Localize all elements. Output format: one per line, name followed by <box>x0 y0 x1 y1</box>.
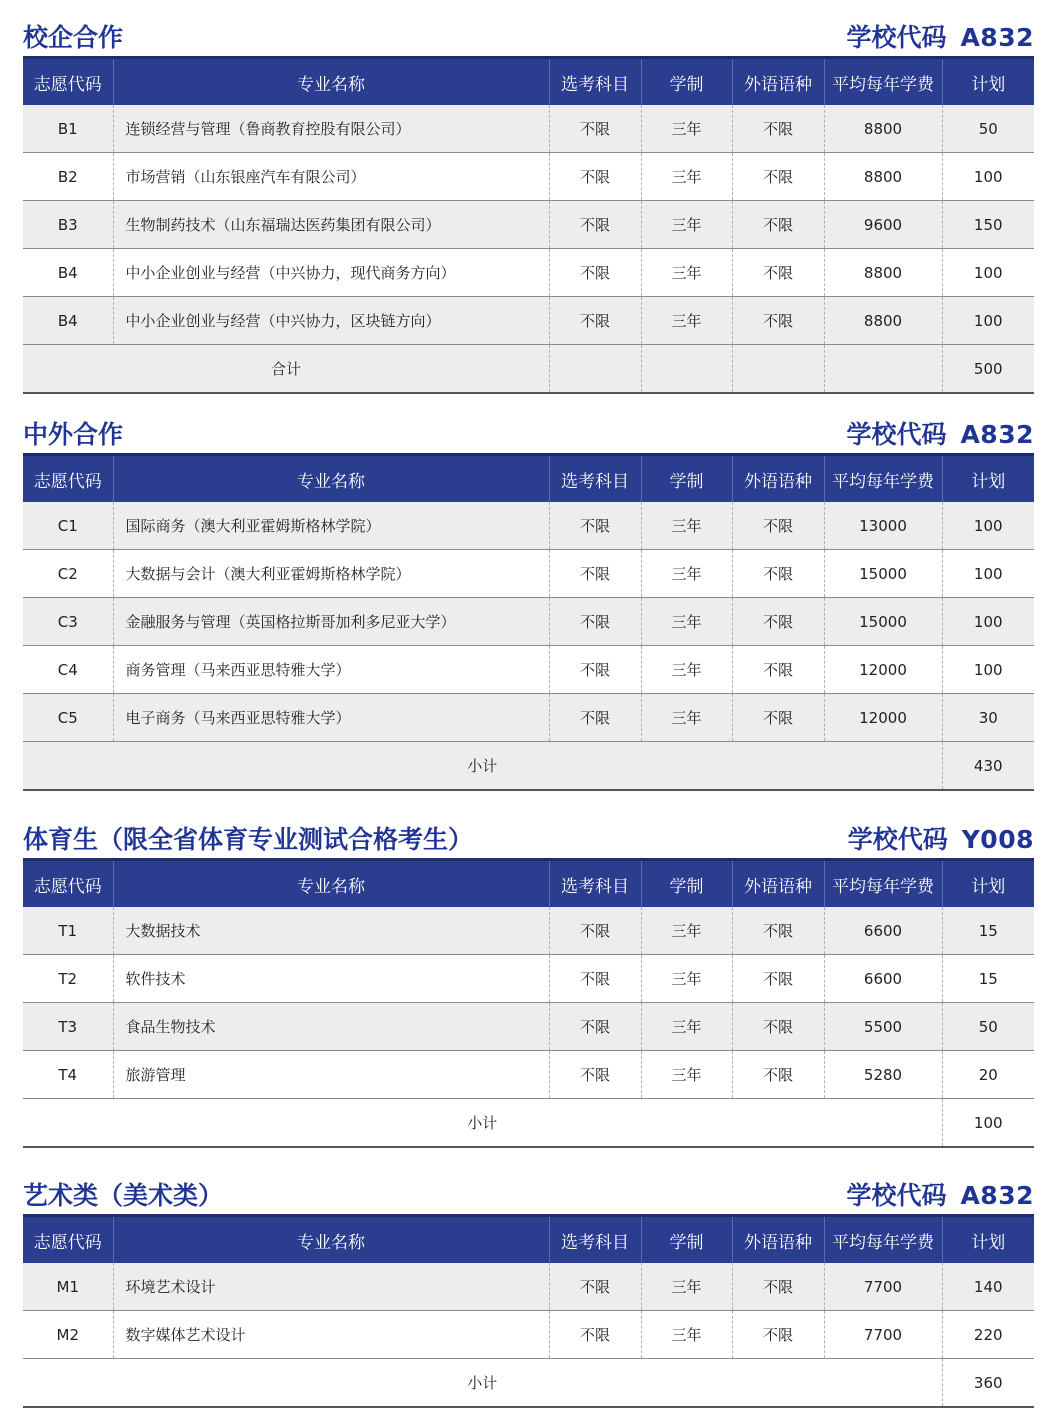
table-cell: 国际商务（澳大利亚霍姆斯格林学院） <box>113 502 549 550</box>
table-cell: 100 <box>942 297 1034 345</box>
table-cell: 三年 <box>641 955 732 1003</box>
section-1 <box>23 407 1034 791</box>
table-row <box>23 153 1034 201</box>
total-value: 500 <box>942 345 1034 394</box>
table-cell: C4 <box>23 646 113 694</box>
table-cell: 三年 <box>641 646 732 694</box>
table-cell: 不限 <box>549 550 641 598</box>
school-code <box>846 415 1034 451</box>
table-cell: 不限 <box>732 1311 824 1359</box>
school-code-value: A832 <box>960 1181 1034 1210</box>
column-header: 外语语种 <box>732 58 824 106</box>
table-cell: 三年 <box>641 1311 732 1359</box>
table-cell: 不限 <box>732 955 824 1003</box>
table-cell: 金融服务与管理（英国格拉斯哥加利多尼亚大学） <box>113 598 549 646</box>
table-header-row <box>23 58 1034 106</box>
total-value: 430 <box>942 742 1034 791</box>
table-cell: 13000 <box>824 502 942 550</box>
table-cell: 不限 <box>732 694 824 742</box>
column-header: 专业名称 <box>113 860 549 908</box>
column-header: 学制 <box>641 455 732 503</box>
table-cell: 不限 <box>549 249 641 297</box>
table-cell: 不限 <box>549 694 641 742</box>
table-cell: 150 <box>942 201 1034 249</box>
table-cell: C1 <box>23 502 113 550</box>
total-label: 小计 <box>23 1099 942 1148</box>
section-header <box>23 10 1034 56</box>
column-header: 专业名称 <box>113 58 549 106</box>
total-row <box>23 742 1034 791</box>
table-cell: 三年 <box>641 201 732 249</box>
table-cell: 环境艺术设计 <box>113 1263 549 1311</box>
table-cell: 8800 <box>824 297 942 345</box>
table-row <box>23 1003 1034 1051</box>
major-table <box>23 1214 1034 1408</box>
table-cell: 三年 <box>641 1263 732 1311</box>
table-cell: M2 <box>23 1311 113 1359</box>
table-cell: B3 <box>23 201 113 249</box>
table-cell: 食品生物技术 <box>113 1003 549 1051</box>
table-row <box>23 1311 1034 1359</box>
table-cell: T3 <box>23 1003 113 1051</box>
section-title: 校企合作 <box>23 23 124 52</box>
table-cell: C5 <box>23 694 113 742</box>
table-cell: 不限 <box>549 105 641 153</box>
section-title: 中外合作 <box>23 420 124 449</box>
school-code-label: 学校代码 <box>846 1181 947 1210</box>
table-cell: 不限 <box>732 502 824 550</box>
table-cell: 不限 <box>549 153 641 201</box>
school-code-label: 学校代码 <box>847 825 948 854</box>
column-header: 选考科目 <box>549 1216 641 1264</box>
table-cell: 15000 <box>824 598 942 646</box>
table-row <box>23 502 1034 550</box>
column-header: 计划 <box>942 860 1034 908</box>
column-header: 选考科目 <box>549 58 641 106</box>
table-cell: B4 <box>23 249 113 297</box>
total-row <box>23 345 1034 394</box>
column-header: 计划 <box>942 455 1034 503</box>
table-cell: 不限 <box>732 907 824 955</box>
column-header: 志愿代码 <box>23 1216 113 1264</box>
total-label: 小计 <box>23 742 942 791</box>
school-code <box>848 820 1034 856</box>
table-cell: B1 <box>23 105 113 153</box>
table-cell: 100 <box>942 153 1034 201</box>
table-cell: 不限 <box>732 249 824 297</box>
column-header: 专业名称 <box>113 1216 549 1264</box>
table-cell: 三年 <box>641 502 732 550</box>
column-header: 计划 <box>942 58 1034 106</box>
table-cell: 三年 <box>641 153 732 201</box>
table-cell: 三年 <box>641 598 732 646</box>
column-header: 选考科目 <box>549 860 641 908</box>
table-cell: 大数据技术 <box>113 907 549 955</box>
table-cell: 不限 <box>549 646 641 694</box>
table-header-row <box>23 455 1034 503</box>
table-cell: 50 <box>942 1003 1034 1051</box>
table-cell: 12000 <box>824 646 942 694</box>
table-cell: 100 <box>942 249 1034 297</box>
table-cell: 不限 <box>732 297 824 345</box>
total-label: 小计 <box>23 1359 942 1408</box>
table-cell: M1 <box>23 1263 113 1311</box>
school-code-label: 学校代码 <box>846 23 947 52</box>
total-value: 100 <box>942 1099 1034 1148</box>
table-cell: 8800 <box>824 249 942 297</box>
total-cell-empty <box>641 345 732 394</box>
table-cell: 三年 <box>641 907 732 955</box>
table-cell: 100 <box>942 502 1034 550</box>
table-cell: 5500 <box>824 1003 942 1051</box>
table-cell: 不限 <box>732 153 824 201</box>
table-cell: 100 <box>942 598 1034 646</box>
school-code <box>846 18 1034 54</box>
column-header: 学制 <box>641 860 732 908</box>
column-header: 志愿代码 <box>23 860 113 908</box>
table-cell: 15000 <box>824 550 942 598</box>
total-cell-empty <box>549 345 641 394</box>
table-cell: 不限 <box>549 297 641 345</box>
table-cell: 100 <box>942 646 1034 694</box>
table-cell: 中小企业创业与经营（中兴协力，区块链方向） <box>113 297 549 345</box>
column-header: 学制 <box>641 58 732 106</box>
table-cell: 三年 <box>641 297 732 345</box>
column-header: 平均每年学费 <box>824 860 942 908</box>
table-cell: 220 <box>942 1311 1034 1359</box>
table-cell: 20 <box>942 1051 1034 1099</box>
table-cell: B2 <box>23 153 113 201</box>
table-cell: 不限 <box>549 502 641 550</box>
column-header: 平均每年学费 <box>824 58 942 106</box>
table-cell: 不限 <box>549 1263 641 1311</box>
table-cell: 生物制药技术（山东福瑞达医药集团有限公司） <box>113 201 549 249</box>
school-code-label: 学校代码 <box>846 420 947 449</box>
table-cell: C3 <box>23 598 113 646</box>
table-cell: 不限 <box>732 1003 824 1051</box>
table-cell: 市场营销（山东银座汽车有限公司） <box>113 153 549 201</box>
column-header: 志愿代码 <box>23 455 113 503</box>
table-cell: 9600 <box>824 201 942 249</box>
column-header: 平均每年学费 <box>824 1216 942 1264</box>
table-header-row <box>23 860 1034 908</box>
major-table <box>23 453 1034 791</box>
column-header: 专业名称 <box>113 455 549 503</box>
table-cell: 大数据与会计（澳大利亚霍姆斯格林学院） <box>113 550 549 598</box>
section-title: 体育生（限全省体育专业测试合格考生） <box>23 825 474 854</box>
section-header <box>23 812 1034 858</box>
table-cell: B4 <box>23 297 113 345</box>
total-row <box>23 1099 1034 1148</box>
column-header: 选考科目 <box>549 455 641 503</box>
major-table <box>23 56 1034 394</box>
table-row <box>23 598 1034 646</box>
column-header: 外语语种 <box>732 455 824 503</box>
school-code-value: A832 <box>960 23 1034 52</box>
table-cell: 三年 <box>641 694 732 742</box>
section-title: 艺术类（美术类） <box>23 1181 224 1210</box>
table-cell: 8800 <box>824 153 942 201</box>
table-cell: T4 <box>23 1051 113 1099</box>
table-cell: 三年 <box>641 1051 732 1099</box>
total-row <box>23 1359 1034 1408</box>
table-row <box>23 1051 1034 1099</box>
table-cell: 中小企业创业与经营（中兴协力，现代商务方向） <box>113 249 549 297</box>
column-header: 计划 <box>942 1216 1034 1264</box>
school-code-value: A832 <box>960 420 1034 449</box>
table-cell: 不限 <box>732 598 824 646</box>
total-cell-empty <box>824 345 942 394</box>
table-row <box>23 201 1034 249</box>
column-header: 平均每年学费 <box>824 455 942 503</box>
total-cell-empty <box>732 345 824 394</box>
table-row <box>23 1263 1034 1311</box>
table-cell: T2 <box>23 955 113 1003</box>
total-value: 360 <box>942 1359 1034 1408</box>
table-cell: 旅游管理 <box>113 1051 549 1099</box>
table-row <box>23 550 1034 598</box>
table-cell: T1 <box>23 907 113 955</box>
section-2 <box>23 812 1034 1148</box>
table-cell: C2 <box>23 550 113 598</box>
table-cell: 不限 <box>549 201 641 249</box>
table-cell: 三年 <box>641 105 732 153</box>
table-cell: 7700 <box>824 1311 942 1359</box>
column-header: 学制 <box>641 1216 732 1264</box>
total-cell-empty <box>23 345 113 394</box>
table-row <box>23 105 1034 153</box>
table-cell: 不限 <box>732 201 824 249</box>
school-code-value: Y008 <box>961 825 1034 854</box>
table-cell: 140 <box>942 1263 1034 1311</box>
table-cell: 不限 <box>549 598 641 646</box>
section-3 <box>23 1168 1034 1408</box>
table-cell: 12000 <box>824 694 942 742</box>
table-row <box>23 694 1034 742</box>
table-cell: 不限 <box>549 1051 641 1099</box>
table-cell: 三年 <box>641 550 732 598</box>
table-cell: 不限 <box>549 907 641 955</box>
table-row <box>23 297 1034 345</box>
table-row <box>23 646 1034 694</box>
section-0 <box>23 10 1034 394</box>
table-cell: 三年 <box>641 1003 732 1051</box>
table-cell: 不限 <box>549 955 641 1003</box>
table-row <box>23 955 1034 1003</box>
table-cell: 50 <box>942 105 1034 153</box>
column-header: 外语语种 <box>732 1216 824 1264</box>
table-cell: 三年 <box>641 249 732 297</box>
table-header-row <box>23 1216 1034 1264</box>
table-cell: 8800 <box>824 105 942 153</box>
table-cell: 5280 <box>824 1051 942 1099</box>
table-cell: 30 <box>942 694 1034 742</box>
table-row <box>23 907 1034 955</box>
column-header: 外语语种 <box>732 860 824 908</box>
table-cell: 不限 <box>732 1263 824 1311</box>
total-label: 合计 <box>113 345 549 394</box>
table-cell: 不限 <box>732 646 824 694</box>
section-header <box>23 407 1034 453</box>
table-cell: 不限 <box>732 1051 824 1099</box>
table-cell: 电子商务（马来西亚思特雅大学） <box>113 694 549 742</box>
table-cell: 6600 <box>824 955 942 1003</box>
school-code <box>846 1176 1034 1212</box>
section-header <box>23 1168 1034 1214</box>
table-cell: 15 <box>942 907 1034 955</box>
table-cell: 不限 <box>732 550 824 598</box>
column-header: 志愿代码 <box>23 58 113 106</box>
table-cell: 7700 <box>824 1263 942 1311</box>
table-cell: 15 <box>942 955 1034 1003</box>
table-cell: 软件技术 <box>113 955 549 1003</box>
table-cell: 不限 <box>549 1003 641 1051</box>
table-cell: 6600 <box>824 907 942 955</box>
table-cell: 100 <box>942 550 1034 598</box>
table-cell: 不限 <box>549 1311 641 1359</box>
table-cell: 数字媒体艺术设计 <box>113 1311 549 1359</box>
major-table <box>23 858 1034 1148</box>
table-cell: 连锁经营与管理（鲁商教育控股有限公司） <box>113 105 549 153</box>
table-cell: 不限 <box>732 105 824 153</box>
table-cell: 商务管理（马来西亚思特雅大学） <box>113 646 549 694</box>
table-row <box>23 249 1034 297</box>
